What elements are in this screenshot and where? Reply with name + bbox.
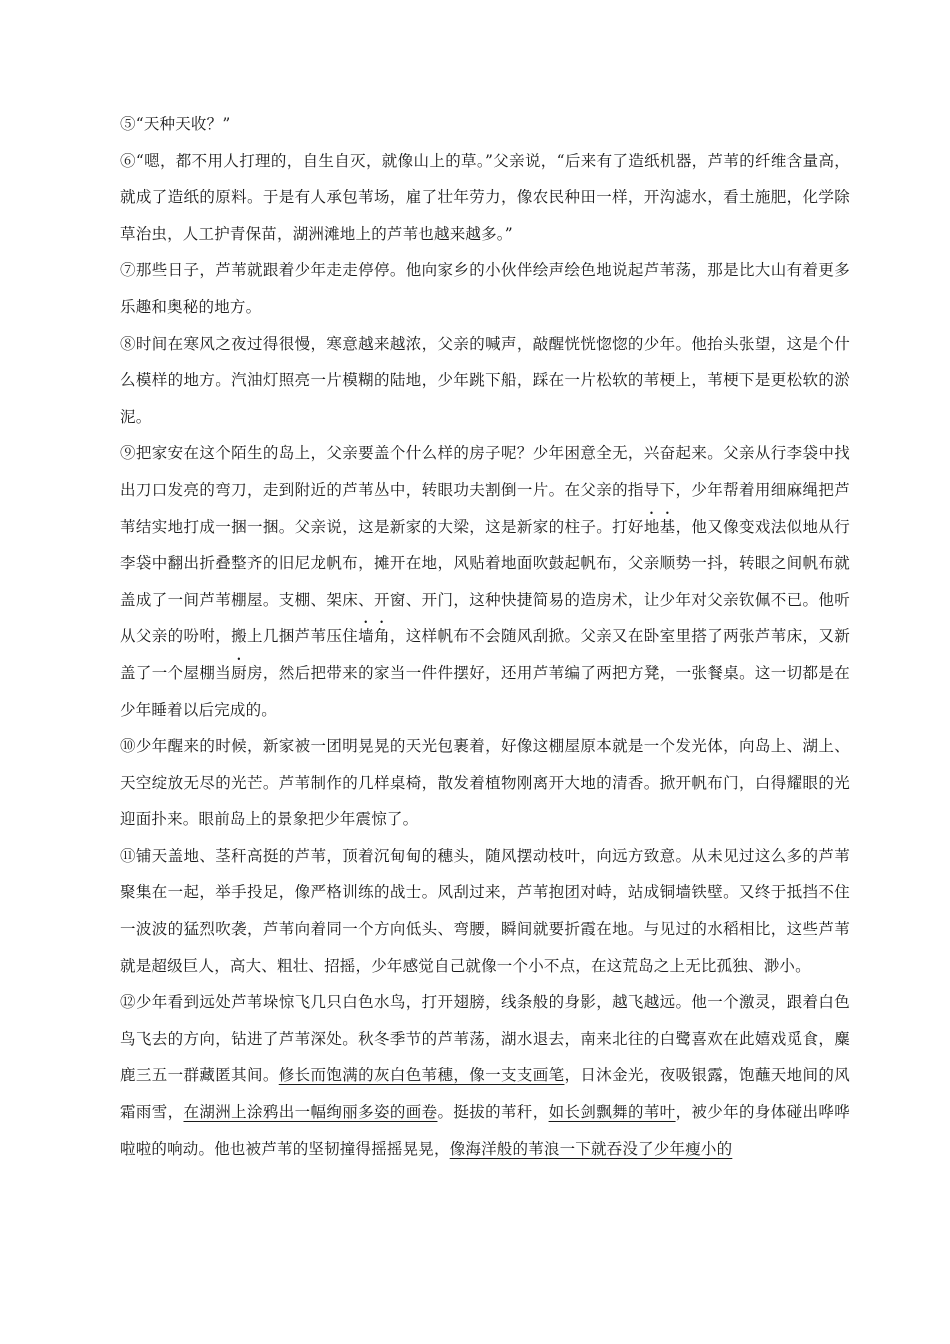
text-segment: ⑫少年看到远处芦苇垛惊飞几只白色水鸟，打开翅膀，线条般的身影，越飞越远。他一个激灵，跟着白色鸟飞去的方向，钻进了芦苇深处。秋冬季节的芦苇荡，湖水退去，南来北往的白鹭喜欢在此嬉戏觅食，麋鹿三五一群藏匿其间。 <box>120 993 850 1085</box>
underlined-text: 在湖洲上涂鸦出一幅绚丽多姿的画卷 <box>183 1103 438 1122</box>
paragraph-9 <box>120 435 850 728</box>
text-segment: ，被少年的身体碰出哗哗啦啦的响动。他也被芦苇的坚韧撞得摇摇晃晃， <box>120 1103 850 1158</box>
emphasis-dotted-text: 地基 <box>643 517 676 536</box>
emphasis-dotted-text: 墙角 <box>358 627 390 646</box>
text-segment: ⑨把家安在这个陌生的岛上，父亲要盖个什么样的房子呢？少年困意全无，兴奋起来。父亲从行李袋中找出刀口发亮的弯刀，走到附近的芦苇丛中，转眼功夫割倒一片。在父亲的指导下，少年帮着用细麻绳把芦苇结实地打成一捆一捆。父亲说，这是新家的大梁，这是新家的柱子。打好 <box>120 444 850 536</box>
paragraph-12 <box>120 984 850 1167</box>
text-segment: ⑧时间在寒风之夜过得很慢，寒意越来越浓，父亲的喊声，敲醒恍恍惚惚的少年。他抬头张望，这是个什么模样的地方。汽油灯照亮一片模糊的陆地，少年跳下船，踩在一片松软的苇梗上，苇梗下是更松软的淤泥。 <box>120 334 850 426</box>
underlined-text: 如长剑飘舞的苇叶 <box>548 1103 676 1122</box>
paragraph-11 <box>120 838 850 984</box>
paragraph-7 <box>120 252 850 325</box>
text-segment: ⑤“天种天收？” <box>120 115 231 133</box>
text-segment: ⑪铺天盖地、茎秆高挺的芦苇，顶着沉甸甸的穗头，随风摆动枝叶，向远方致意。从未见过这么多的芦苇聚集在一起，举手投足，像严格训练的战士。风刮过来，芦苇抱团对峙，站成铜墙铁壁。又终于抵挡不住一波波的猛烈吹袭，芦苇向着同一个方向低头、弯腰，瞬间就要折霞在地。与见过的水稻相比，这些芦苇就是超级巨人，高大、粗壮、招摇，少年感觉自己就像一个小不点，在这荒岛之上无比孤独、渺小。 <box>120 846 850 975</box>
text-segment: ⑥“嗯，都不用人打理的，自生自灭，就像山上的草。”父亲说，“后来有了造纸机器，芦苇的纤维含量高，就成了造纸的原料。于是有人承包苇场，雇了壮年劳力，像农民种田一样，开沟滤水，看土施肥，化学除草治虫，人工护青保苗，湖洲滩地上的芦苇也越来越多。” <box>120 151 850 243</box>
paragraph-8 <box>120 326 850 436</box>
text-segment: ⑩少年醒来的时候，新家被一团明晃晃的天光包裹着，好像这棚屋原本就是一个发光体，向岛上、湖上、天空绽放无尽的光芒。芦苇制作的几样桌椅，散发着植物刚离开大地的清香。掀开帆布门，白得耀眼的光迎面扑来。眼前岛上的景象把少年震惊了。 <box>120 737 850 829</box>
text-segment: ，这样帆布不会随风刮掀。父亲又在卧室里搭了两张芦苇床，又新盖了一个屋棚当 <box>120 627 850 682</box>
paragraph-6 <box>120 143 850 253</box>
text-segment: ，他又像变戏法似地从行李袋中翻出折叠整齐的旧尼龙帆布，摊开在地，风贴着地面吹鼓起帆布，父亲顺势一抖，转眼之间帆布就盖成了一间芦苇棚屋。支棚、架床、开窗、开门，这种快捷简易的造房术，让少年对父亲钦佩不已。他听从父亲的吩咐，搬上几捆芦苇压住 <box>120 517 850 646</box>
document-page <box>120 106 850 1167</box>
paragraph-5 <box>120 106 850 143</box>
paragraph-10 <box>120 728 850 838</box>
text-segment: 房，然后把带来的家当一件件摆好，还用芦苇编了两把方凳，一张餐桌。这一切都是在少年睡着以后完成的。 <box>120 663 851 719</box>
text-segment: ⑦那些日子，芦苇就跟着少年走走停停。他向家乡的小伙伴绘声绘色地说起芦苇荡，那是比大山有着更多乐趣和奥秘的地方。 <box>120 261 850 316</box>
text-segment: ，日沐金光，夜吸银露，饱蘸天地间的风霜雨雪， <box>120 1066 850 1122</box>
underlined-text: 修长而饱满的灰白色苇穗，像一支支画笔 <box>278 1066 565 1085</box>
underlined-text: 像海洋般的苇浪一下就吞没了少年瘦小的 <box>449 1139 733 1158</box>
emphasis-dotted-text: 厨 <box>231 663 247 682</box>
text-segment: 。挺拔的苇秆， <box>437 1103 549 1122</box>
